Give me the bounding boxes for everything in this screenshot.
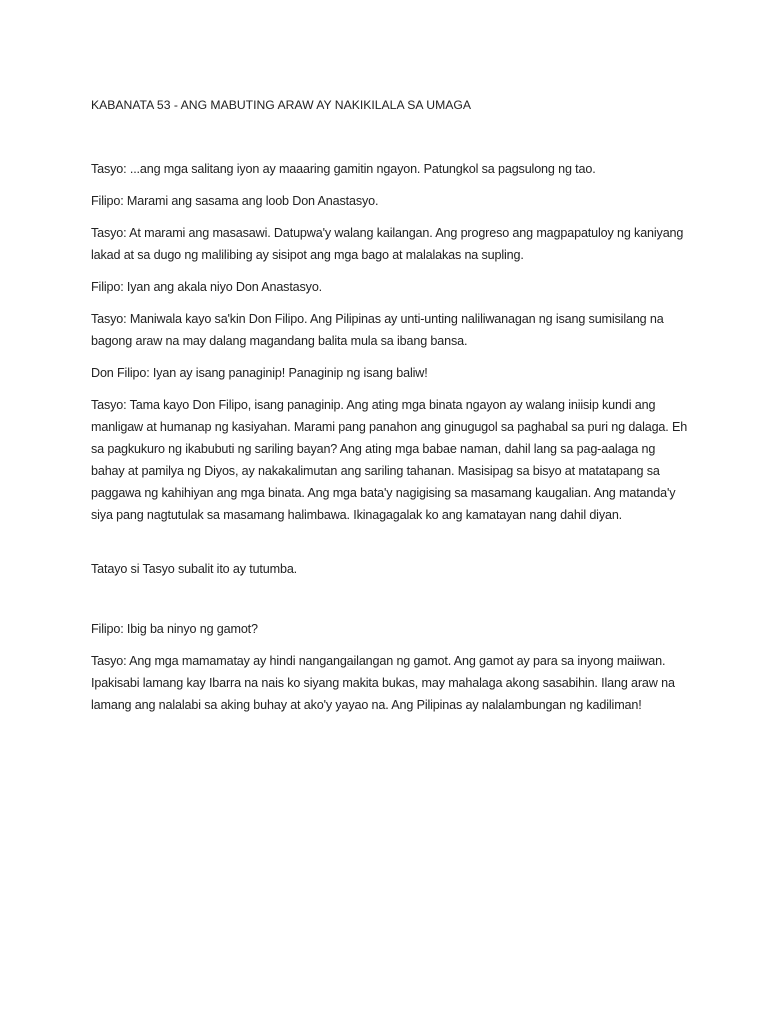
dialogue-paragraph-2: Filipo: Marami ang sasama ang loob Don Anastasyo. bbox=[91, 194, 379, 208]
dialogue-paragraph-5: Tasyo: Maniwala kayo sa'kin Don Filipo. Ang Pilipinas ay unti-unting naliliwanagan ng isang sumisilang na bagong araw na may dalang magandang balita mula sa ibang bansa. bbox=[91, 312, 664, 348]
dialogue-paragraph-7: Tasyo: Tama kayo Don Filipo, isang panaginip. Ang ating mga binata ngayon ay walang iniisip kundi ang manligaw at humanap ng kasiyahan. Marami pang panahon ang ginugugol sa paghabal sa puri ng dalaga. Eh sa pagkukuro ng ikabubuti ng sariling bayan? Ang ating mga babae naman, dahil lang sa pag-aalaga ng bahay at pamilya ng Diyos, ay nakakalimutan ang sariling tahanan. Masisipag sa bisyo at matatapang sa paggawa ng kahihiyan ang mga binata. Ang mga bata'y nagigising sa masamang kaugalian. Ang matanda'y siya pang nagtutulak sa masamang halimbawa. Ikinagagalak ko ang kamatayan nang dahil diyan. bbox=[91, 398, 688, 522]
dialogue-paragraph-8: Filipo: Ibig ba ninyo ng gamot? bbox=[91, 622, 258, 636]
dialogue-paragraph-4: Filipo: Iyan ang akala niyo Don Anastasyo. bbox=[91, 280, 323, 294]
dialogue-paragraph-1: Tasyo: ...ang mga salitang iyon ay maaaring gamitin ngayon. Patungkol sa pagsulong ng tao. bbox=[91, 162, 596, 176]
dialogue-paragraph-3: Tasyo: At marami ang masasawi. Datupwa'y walang kailangan. Ang progreso ang magpapatuloy ng kaniyang lakad at sa dugo ng malilibing ay sisipot ang mga bago at malalakas na supling. bbox=[91, 226, 684, 262]
dialogue-paragraph-9: Tasyo: Ang mga mamamatay ay hindi nangangailangan ng gamot. Ang gamot ay para sa inyong maiiwan. Ipakisabi lamang kay Ibarra na nais ko siyang makita bukas, may mahalaga akong sasabihin. Ilang araw na lamang ang nalalabi sa aking buhay at ako'y yayao na. Ang Pilipinas ay nalalambungan ng kadiliman! bbox=[91, 654, 675, 712]
chapter-title: KABANATA 53 - ANG MABUTING ARAW AY NAKIKILALA SA UMAGA bbox=[91, 98, 471, 112]
stage-direction: Tatayo si Tasyo subalit ito ay tutumba. bbox=[91, 562, 298, 576]
dialogue-paragraph-6: Don Filipo: Iyan ay isang panaginip! Panaginip ng isang baliw! bbox=[91, 366, 428, 380]
document-body bbox=[91, 94, 691, 726]
